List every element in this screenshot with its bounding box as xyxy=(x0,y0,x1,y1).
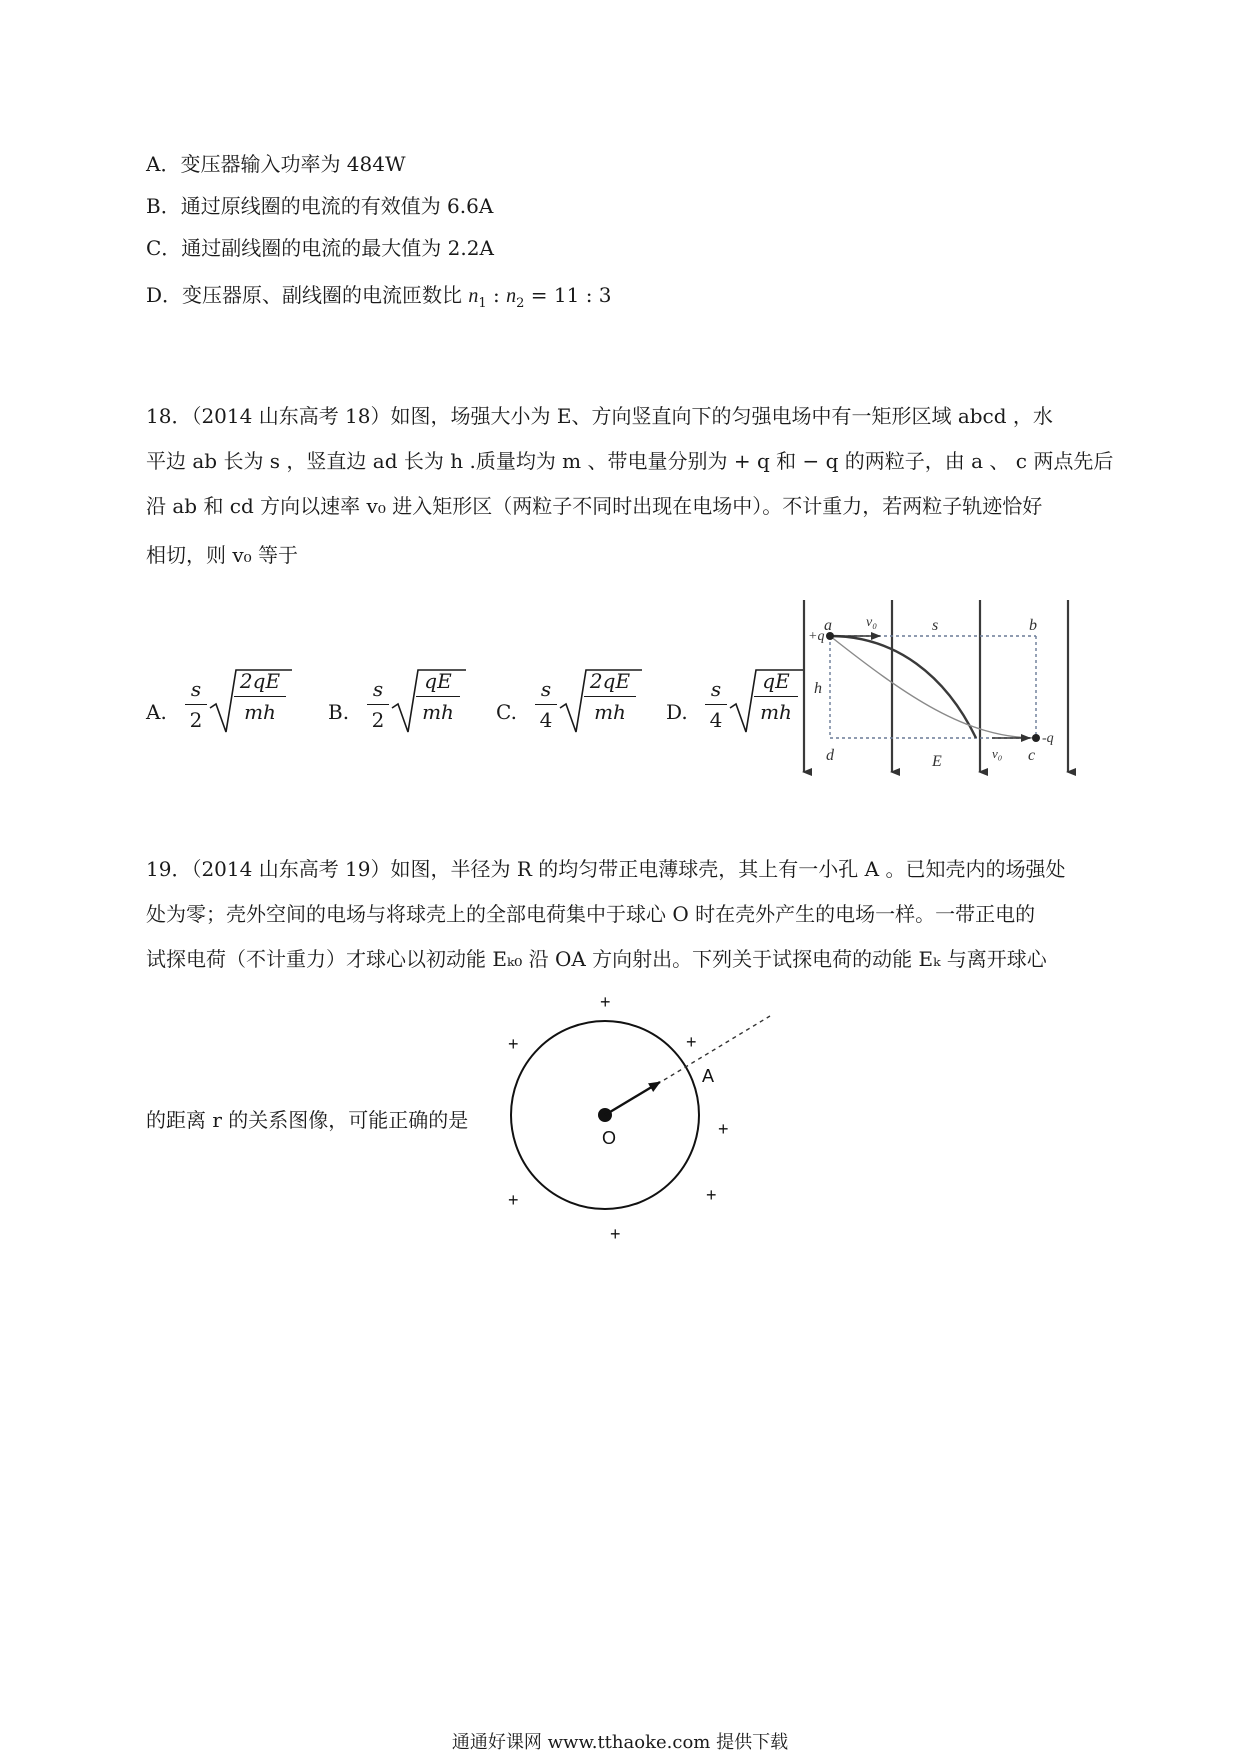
q18-line-3: 沿 ab 和 cd 方向以速率 v₀ 进入矩形区（两粒子不同时出现在电场中）。不计重力，若两粒子轨迹恰好 xyxy=(146,494,1043,518)
coef-num: s xyxy=(710,677,722,701)
label-d: d xyxy=(826,747,834,764)
coef-num: s xyxy=(540,677,552,701)
q19-line-3: 试探电荷（不计重力）才球心以初动能 Eₖ₀ 沿 OA 方向射出。下列关于试探电荷的动能 Eₖ 与离开球心 xyxy=(146,947,1047,971)
ratio-n2-sub: 2 xyxy=(516,296,525,311)
q18-option-d xyxy=(666,664,806,736)
rectangle-abcd xyxy=(830,636,1036,738)
footer-credit: 通通好课网 www.tthaoke.com 提供下载 xyxy=(451,1732,789,1753)
ratio-n1: n xyxy=(468,285,479,307)
label-b: b xyxy=(1029,617,1037,634)
plus-sign: + xyxy=(706,1185,717,1205)
radicand-num: 2qE xyxy=(239,669,281,693)
label-E: E xyxy=(932,753,942,770)
trajectory-negative xyxy=(830,636,1036,738)
q19-line-2: 处为零；壳外空间的电场与将球壳上的全部电荷集中于球心 O 时在壳外产生的电场一样。一带正电的 xyxy=(146,902,1036,926)
q17-option-b: B．通过原线圈的电流的有效值为 6.6A xyxy=(146,194,494,218)
q19-line-1: 19．（2014 山东高考 19）如图，半径为 R 的均匀带正电薄球壳，其上有一小孔 A 。已知壳内的场强处 xyxy=(146,857,1066,881)
radical xyxy=(558,664,644,741)
label-minus-q: -q xyxy=(1042,731,1054,746)
label-h: h xyxy=(814,680,822,697)
q17-option-a: A．变压器输入功率为 484W xyxy=(146,152,406,176)
radicand-num: qE xyxy=(762,669,790,693)
coefficient-fraction xyxy=(704,674,728,735)
q18-option-b xyxy=(328,664,468,736)
ratio-value: = 11 : 3 xyxy=(524,283,612,307)
radicand-den: mh xyxy=(244,700,276,724)
trajectory-positive xyxy=(830,636,976,738)
coef-den: 2 xyxy=(189,708,203,732)
radicand-num: qE xyxy=(424,669,452,693)
q18-option-a xyxy=(146,664,286,736)
q17-option-d-text: D．变压器原、副线圈的电流匝数比 xyxy=(146,283,469,307)
label-c: c xyxy=(1028,747,1036,764)
q18-field-diagram xyxy=(796,596,1086,806)
radical xyxy=(728,664,806,741)
q18-line-2: 平边 ab 长为 s ，竖直边 ad 长为 h .质量均为 m 、带电量分别为 + q 和 − q 的两粒子，由 a 、 c 两点先后 xyxy=(146,449,1114,473)
q18-line-1: 18．（2014 山东高考 18）如图，场强大小为 E、方向竖直向下的匀强电场中有一矩形区域 abcd ，水 xyxy=(146,404,1053,428)
q17-option-c: C．通过副线圈的电流的最大值为 2.2A xyxy=(146,236,494,260)
plus-sign: + xyxy=(718,1119,729,1139)
plus-sign: + xyxy=(508,1034,519,1054)
radicand-num: 2qE xyxy=(589,669,631,693)
label-v0-bottom: v₀ xyxy=(992,746,1003,761)
plus-sign: + xyxy=(600,992,611,1012)
radical xyxy=(208,664,294,741)
q19-shell-diagram xyxy=(480,980,800,1250)
dashed-path xyxy=(664,1016,770,1080)
coef-den: 4 xyxy=(709,708,723,732)
coefficient-fraction xyxy=(534,674,558,735)
ratio-n2: n xyxy=(506,285,517,307)
radicand-den: mh xyxy=(422,700,454,724)
ratio-n1-sub: 1 xyxy=(478,296,487,311)
coef-den: 2 xyxy=(371,708,385,732)
option-letter: C. xyxy=(496,700,517,724)
radicand-den: mh xyxy=(760,700,792,724)
coefficient-fraction xyxy=(366,674,390,735)
coef-num: s xyxy=(190,677,202,701)
label-a: a xyxy=(824,617,832,634)
q18-line-4: 相切，则 v₀ 等于 xyxy=(146,543,299,567)
direction-arrow xyxy=(605,1082,660,1115)
q17-option-d xyxy=(146,282,612,317)
plus-sign: + xyxy=(686,1032,697,1052)
q18-option-c xyxy=(496,664,636,736)
plus-sign: + xyxy=(508,1190,519,1210)
coefficient-fraction xyxy=(184,674,208,735)
radicand-den: mh xyxy=(594,700,626,724)
option-letter: A. xyxy=(146,700,167,724)
label-s: s xyxy=(932,617,939,634)
label-v0-top: v₀ xyxy=(866,615,878,630)
coef-den: 4 xyxy=(539,708,553,732)
ratio-colon: : xyxy=(486,283,507,307)
plus-sign: + xyxy=(610,1224,621,1244)
point-c xyxy=(1032,734,1040,742)
coef-num: s xyxy=(372,677,384,701)
label-plus-q: +q xyxy=(808,629,825,644)
option-letter: B. xyxy=(328,700,350,724)
option-letter: D. xyxy=(666,700,688,724)
label-O: O xyxy=(602,1128,617,1148)
radical xyxy=(390,664,468,741)
q19-line-4: 的距离 r 的关系图像，可能正确的是 xyxy=(146,1108,469,1132)
label-A: A xyxy=(702,1066,715,1086)
